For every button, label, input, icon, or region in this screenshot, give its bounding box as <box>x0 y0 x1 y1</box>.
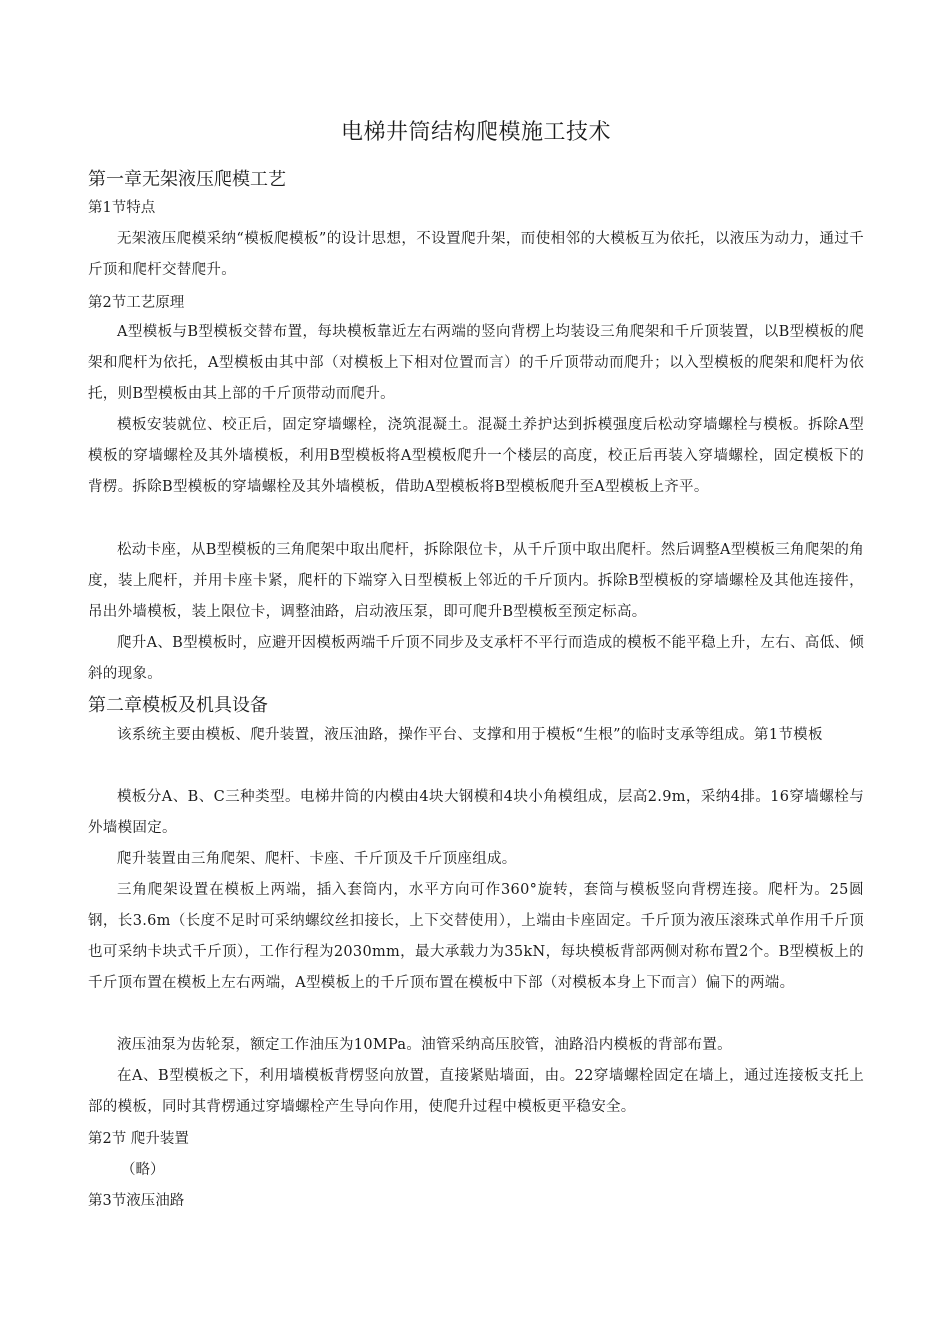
chapter-2-heading: 第二章模板及机具设备 <box>88 695 268 716</box>
paragraph-principle-1: A型模板与B型模板交替布置，每块模板靠近左右两端的竖向背楞上均装设三角爬架和千斤顶装置，以B型模板的爬架和爬杆为依托，A型模板由其中部（对模板上下相对位置而言）的千斤顶带动而爬升；以入型模板的爬架和爬杆为依托，则B型模板由其上部的千斤顶带动而爬升。 <box>88 324 864 402</box>
paragraph-principle-2: 模板安装就位、校正后，固定穿墙螺栓，浇筑混凝土。混凝土养护达到拆模强度后松动穿墙螺栓与模板。拆除A型模板的穿墙螺栓及其外墙模板，利用B型模板将A型模板爬升一个楼层的高度，校正后再装入穿墙螺栓，固定模板下的背楞。拆除B型模板的穿墙螺栓及其外墙模板，借助A型模板将B型模板爬升至A型模板上齐平。 <box>88 417 864 495</box>
section-1-1-heading: 第1节特点 <box>88 200 156 216</box>
section-2-3-heading: 第3节液压油路 <box>88 1193 185 1209</box>
paragraph-support: 在A、B型模板之下，利用墙模板背楞竖向放置，直接紧贴墙面，由。22穿墙螺栓固定在墙上，通过连接板支托上部的模板，同时其背楞通过穿墙螺栓产生导向作用，使爬升过程中模板更平稳安全。 <box>88 1068 864 1115</box>
paragraph-formwork-types: 模板分A、B、C三种类型。电梯井筒的内模由4块大钢模和4块小角模组成，层高2.9m，采纳4排。16穿墙螺栓与外墙模固定。 <box>88 789 864 836</box>
paragraph-climbing-device: 爬升装置由三角爬架、爬杆、卡座、千斤顶及千斤顶座组成。 <box>117 851 517 867</box>
paragraph-principle-4: 爬升A、B型模板时，应避开因模板两端千斤顶不同步及支承杆不平行而造成的模板不能平稳上升，左右、高低、倾斜的现象。 <box>88 635 864 682</box>
paragraph-triangle-frame: 三角爬架设置在模板上两端，插入套筒内，水平方向可作360°旋转，套筒与模板竖向背楞连接。爬杆为。25圆钢，长3.6m（长度不足时可采纳螺纹丝扣接长，上下交替使用），上端由卡座固定。千斤顶为液压滚珠式单作用千斤顶也可采纳卡块式千斤顶），工作行程为2030mm，最大承载力为35kN，每块模板背部两侧对称布置2个。B型模板上的千斤顶布置在模板上左右两端，A型模板上的千斤顶布置在模板中下部（对模板本身上下而言）偏下的两端。 <box>88 882 864 991</box>
paragraph-principle-3: 松动卡座，从B型模板的三角爬架中取出爬杆，拆除限位卡，从千斤顶中取出爬杆。然后调整A型模板三角爬架的角度，装上爬杆，并用卡座卡紧，爬杆的下端穿入日型模板上邻近的千斤顶内。拆除B型模板的穿墙螺栓及其他连接件，吊出外墙模板，装上限位卡，调整油路，启动液压泵，即可爬升B型模板至预定标高。 <box>88 542 864 620</box>
paragraph-system-overview: 该系统主要由模板、爬升装置，液压油路，操作平台、支撑和用于模板“生根”的临时支承等组成。第1节模板 <box>117 727 823 743</box>
section-2-2-heading: 第2节 爬升装置 <box>88 1131 189 1147</box>
paragraph-features: 无架液压爬模采纳“模板爬模板”的设计思想，不设置爬升架，而使相邻的大模板互为依托，以液压为动力，通过千斤顶和爬杆交替爬升。 <box>88 231 864 278</box>
paragraph-hydraulic-pump: 液压油泵为齿轮泵，额定工作油压为10MPa。油管采纳高压胶管，油路沿内模板的背部布置。 <box>117 1037 732 1053</box>
chapter-1-heading: 第一章无架液压爬模工艺 <box>88 169 286 190</box>
document-title: 电梯井筒结构爬模施工技术 <box>340 120 611 145</box>
section-2-2-note: （略） <box>121 1162 165 1178</box>
section-1-2-heading: 第2节工艺原理 <box>88 295 185 311</box>
